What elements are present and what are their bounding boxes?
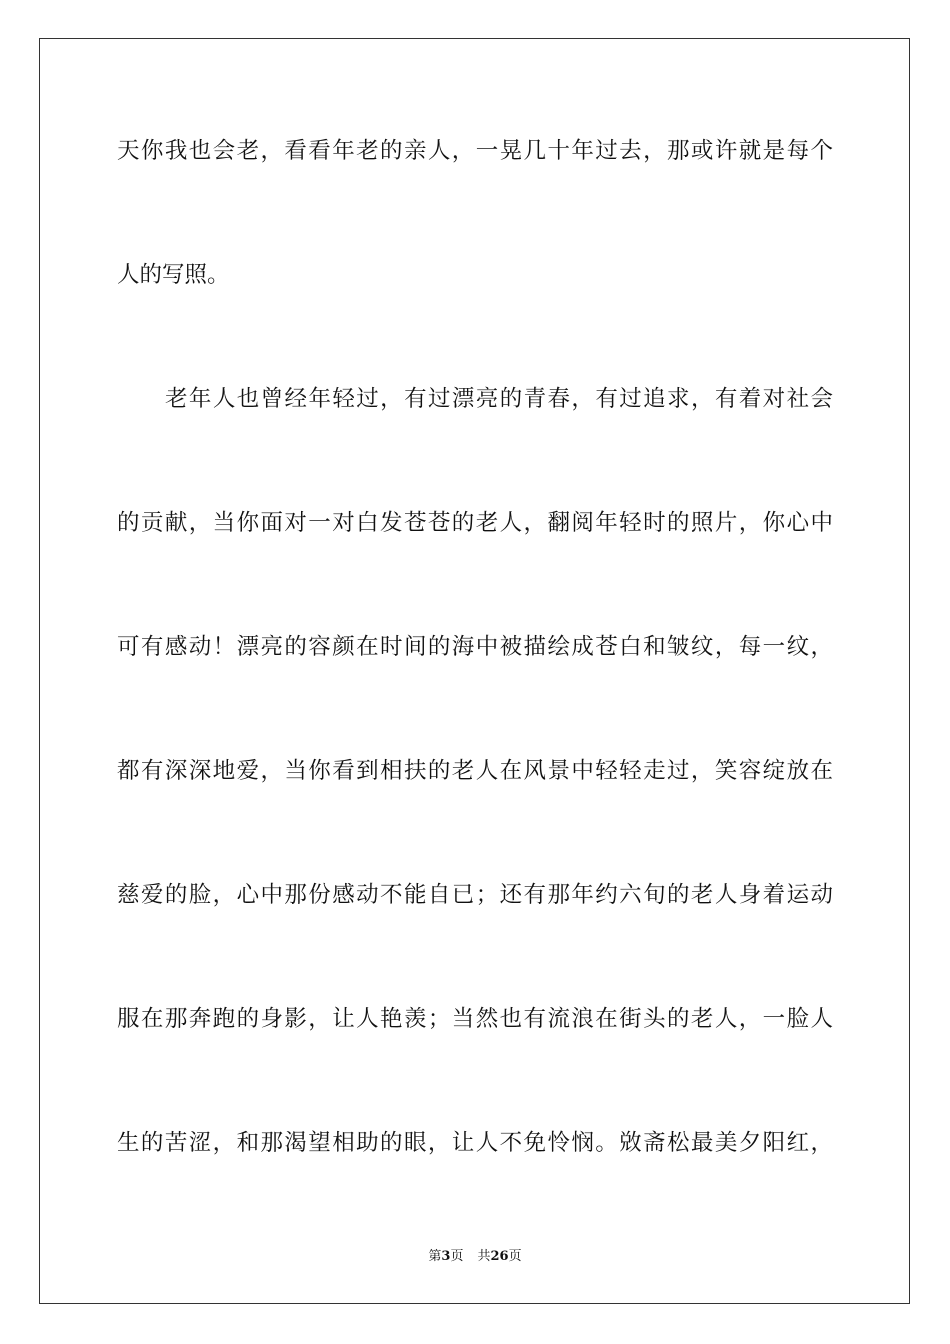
- page-footer: [0, 1245, 950, 1264]
- text-line-2: 人的写照。: [117, 262, 230, 288]
- page-suffix: 页: [450, 1249, 464, 1264]
- text-line-9: 生的苦涩，和那渴望相助的眼，让人不免怜悯。敚斋松最美夕阳红，: [117, 1130, 833, 1156]
- text-line-3: 老年人也曾经年轻过，有过漂亮的青春，有过追求，有着对社会: [165, 386, 833, 412]
- total-suffix: 页: [508, 1249, 522, 1264]
- text-line-4: 的贡献，当你面对一对白发苍苍的老人，翻阅年轻时的照片，你心中: [117, 510, 833, 536]
- text-line-8: 服在那奔跑的身影，让人艳羡；当然也有流浪在街头的老人，一脸人: [117, 1006, 833, 1032]
- text-line-1: 天你我也会老，看看年老的亲人，一晃几十年过去，那或许就是每个: [117, 138, 833, 164]
- total-prefix: 共: [477, 1249, 491, 1264]
- page-number: 3: [441, 1249, 451, 1264]
- page-prefix: 第: [428, 1249, 442, 1264]
- total-pages: 26: [490, 1249, 509, 1264]
- text-line-6: 都有深深地爱，当你看到相扶的老人在风景中轻轻走过，笑容绽放在: [117, 758, 833, 784]
- text-line-5: 可有感动！漂亮的容颜在时间的海中被描绘成苍白和皱纹，每一纹，: [117, 634, 833, 660]
- page-border: [39, 38, 910, 1304]
- text-line-7: 慈爱的脸，心中那份感动不能自已；还有那年约六旬的老人身着运动: [117, 882, 833, 908]
